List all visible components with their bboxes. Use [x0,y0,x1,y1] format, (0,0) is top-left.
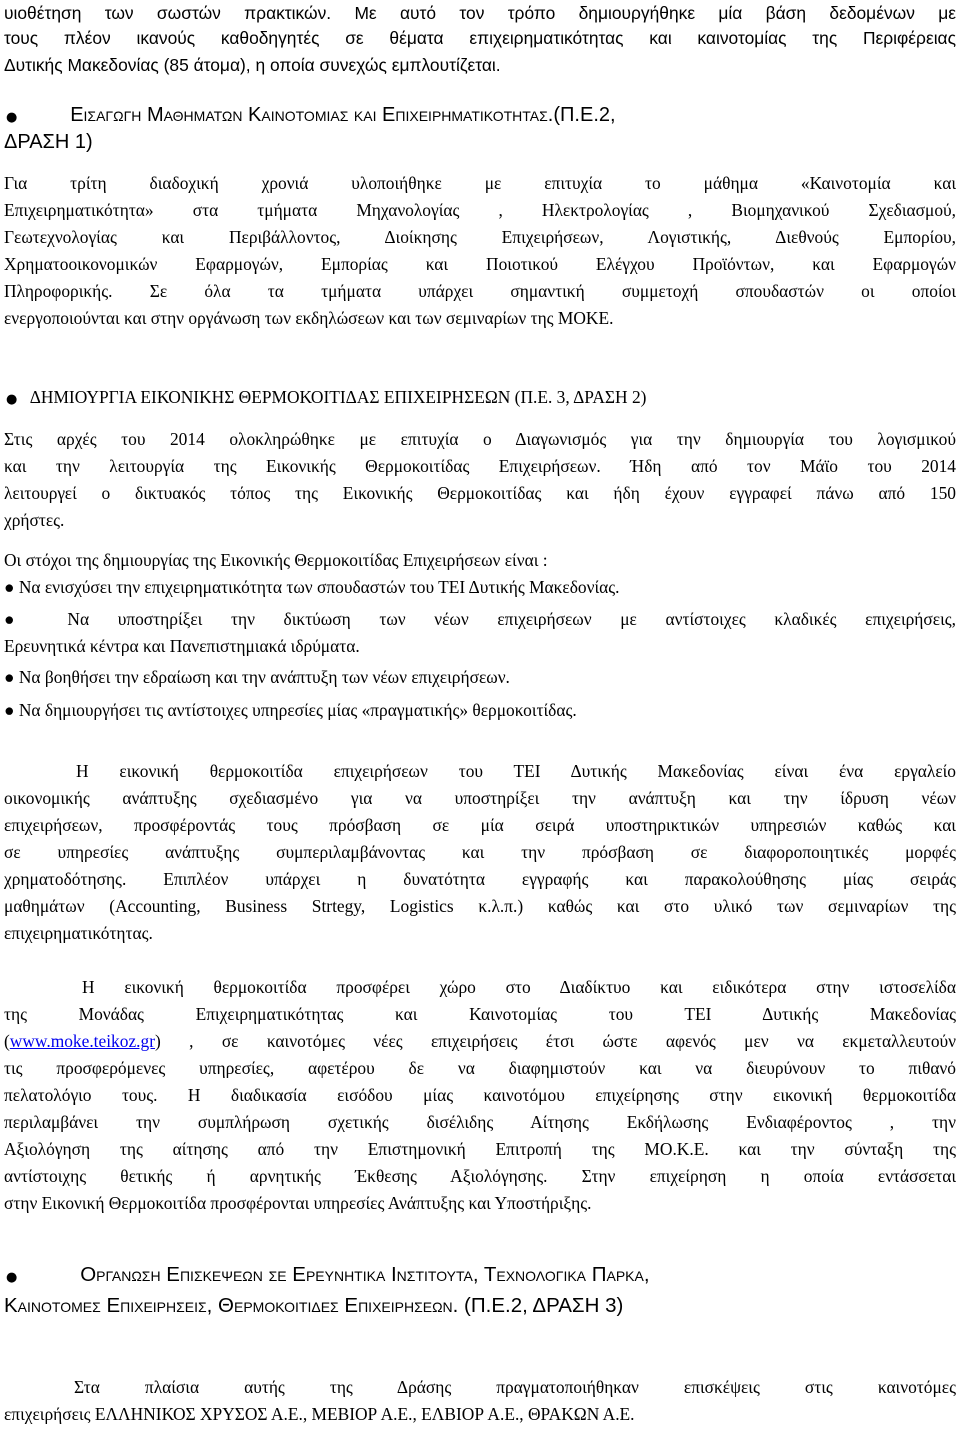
section2-p3-line-9: στην Εικονική Θερμοκοιτίδα προσφέρονται υπηρεσίες Ανάπτυξης και Υποστήριξης. [4,1193,592,1213]
goal-item-1: ● Να ενισχύσει την επιχειρηματικότητα των σπουδαστών του ΤΕΙ Δυτικής Μακεδονίας. [4,577,620,597]
goal-item-3: ● Να βοηθήσει την εδραίωση και την ανάπτυξη των νέων επιχειρήσεων. [4,667,510,687]
section3-line-1: Στα πλαίσια αυτής της Δράσης πραγματοποιήθηκαν επισκέψεις στις καινοτόμες [74,1377,956,1397]
section1-line-2: Επιχειρηματικότητα» στα τμήματα Μηχανολογίας , Ηλεκτρολογίας , Βιομηχανικού Σχεδιασμού, [4,200,956,220]
section3-title: Οργανωση Επισκεψεων σε Ερευνητικα Ινστιτουτα, Τεχνολογικα Παρκα, [80,1263,650,1286]
section1-heading [6,104,958,129]
open-paren: ( [4,1031,10,1051]
section2-p1-line-1: Στις αρχές του 2014 ολοκληρώθηκε με επιτυχία ο Διαγωνισμός για την δημιουργία του λογισμικού [4,429,956,449]
section1-title: Εισαγωγη Μαθηματων Καινοτομιασ και Επιχειρηματικοτητασ.(Π.Ε.2, [70,104,616,126]
section2-p3-line-8: αντίστοιχης θετικής ή αρνητικής Έκθεσης Αξιολόγησης. Στην επιχείρηση η οποία εντάσσεται [4,1166,956,1186]
section2-p1-line-4: χρήστες. [4,510,65,530]
section2-p3-line-4: τις προσφερόμενες υπηρεσίες, αφετέρου δε να διαφημιστούν και να διευρύνουν το πιθανό [4,1058,956,1078]
section2-p3-line-1: Η εικονική θερμοκοιτίδα προσφέρει χώρο στο Διαδίκτυο και ειδικότερα στην ιστοσελίδα [82,977,956,997]
section2-p2-line-6: μαθημάτων (Accounting, Business Strtegy, Logistics κ.λ.π.) καθώς και στο υλικό των σεμιναρίων της [4,896,956,916]
moke-website-link[interactable]: www.moke.teikoz.gr [9,1031,156,1051]
section2-p2-line-5: χρηματοδότησης. Επιπλέον υπάρχει η δυνατότητα εγγραφής και παρακολούθησης μίας σειράς [4,869,956,889]
section2-p2-line-4: σε υπηρεσίες ανάπτυξης συμπεριλαμβάνοντας και την πρόσβαση σε διαφοροποιητικές μορφές [4,842,956,862]
section1-line-3: Γεωτεχνολογίας και Περιβάλλοντος, Διοίκησης Επιχειρήσεων, Λογιστικής, Διεθνούς Εμπορίου, [4,227,956,247]
section2-p3-line-3 [4,1030,956,1052]
section2-p3-line-5: πελατολόγιο τους. Η διαδικασία εισόδου μίας καινοτόμου επιχείρησης στην εικονική θερμοκοιτίδα [4,1085,956,1105]
intro-line-3: Δυτικής Μακεδονίας (85 άτομα), η οποία συνεχώς εμπλουτίζεται. [4,55,501,75]
section1-title-cont: ΔΡΑΣΗ 1) [4,131,93,153]
section2-p2-line-7: επιχειρηματικότητας. [4,923,153,943]
bullet-icon: ● [6,392,18,407]
intro-line-2: τους πλέον ικανούς καθοδηγητές σε θέματα επιχειρηματικότητας και καινοτομίας της Περιφέρειας [4,28,956,48]
bullet-icon: ● [6,1270,18,1285]
section2-p2-line-2: οικονομικής ανάπτυξης σχεδιασμένο για να υποστηρίξει την ανάπτυξη και την ίδρυση νέων [4,788,956,808]
bullet-icon: ● [6,110,18,125]
section2-p3-line-6: περιλαμβάνει την συμπλήρωση σχετικής δισέλιδης Αίτησης Εκδήλωσης Ενδιαφέροντος , την [4,1112,956,1132]
section3-heading [6,1264,958,1289]
section1-line-5: Πληροφορικής. Σε όλα τα τμήματα υπάρχει σημαντική συμμετοχή σπουδαστών οι οποίοι [4,281,956,301]
section2-p3-line-3-rest: ) , σε καινοτόμες νέες επιχειρήσεις έτσι ώστε αφενός μεν να εκμεταλλευτούν [155,1031,956,1051]
section2-p3-line-2: της Μονάδας Επιχειρηματικότητας και Καινοτομίας του ΤΕΙ Δυτικής Μακεδονίας [4,1004,956,1024]
goal-item-2-cont: Ερευνητικά κέντρα και Πανεπιστημιακά ιδρύματα. [4,636,360,656]
section1-line-6: ενεργοποιούνται και στην οργάνωση των εκδηλώσεων και των σεμιναρίων της ΜΟΚΕ. [4,308,614,328]
section3-line-2: επιχειρήσεις ΕΛΛΗΝΙΚΟΣ ΧΡΥΣΟΣ Α.Ε., ΜΕΒΙΟΡ Α.Ε., ΕΛΒΙΟΡ Α.Ε., ΘΡΑΚΩΝ Α.Ε. [4,1404,635,1424]
section2-p3-line-7: Αξιολόγηση της αίτησης από την Επιστημονική Επιτροπή της ΜΟ.Κ.Ε. και την σύνταξη της [4,1139,956,1159]
section1-line-4: Χρηματοοικονομικών Εφαρμογών, Εμπορίας και Ποιοτικού Ελέγχου Προϊόντων, και Εφαρμογών [4,254,956,274]
section2-p2-line-3: επιχειρήσεων, προσφέροντάς τους πρόσβαση σε μία σειρά υποστηρικτικών υπηρεσιών καθώς και [4,815,956,835]
section3-title-cont: Καινοτομεσ Επιχειρησεισ, Θερμοκοιτιδεσ Επιχειρησεων. (Π.Ε.2, ΔΡΑΣΗ 3) [4,1294,624,1317]
goal-item-4: ● Να δημιουργήσει τις αντίστοιχες υπηρεσίες μίας «πραγματικής» θερμοκοιτίδας. [4,700,577,720]
intro-line-1: υιοθέτηση των σωστών πρακτικών. Με αυτό τον τρόπο δημιουργήθηκε μία βάση δεδομένων με [4,3,956,23]
goals-title: Οι στόχοι της δημιουργίας της Εικονικής Θερμοκοιτίδας Επιχειρήσεων είναι : [4,550,548,570]
section2-heading [6,386,958,411]
section2-p1-line-3: λειτουργεί ο δικτυακός τόπος της Εικονικής Θερμοκοιτίδας και ήδη έχουν εγγραφεί πάνω από 150 [4,483,956,503]
section1-line-1: Για τρίτη διαδοχική χρονιά υλοποιήθηκε με επιτυχία το μάθημα «Καινοτομία και [4,173,956,193]
section2-title: ΔΗΜΙΟΥΡΓΙΑ ΕΙΚΟΝΙΚΗΣ ΘΕΡΜΟΚΟΙΤΙΔΑΣ ΕΠΙΧΕΙΡΗΣΕΩΝ (Π.Ε. 3, ΔΡΑΣΗ 2) [29,387,647,407]
goal-item-2: ● Να υποστηρίξει την δικτύωση των νέων επιχειρήσεων με αντίστοιχες κλαδικές επιχειρήσεις, [4,609,956,629]
section2-p2-line-1: Η εικονική θερμοκοιτίδα επιχειρήσεων του ΤΕΙ Δυτικής Μακεδονίας είναι ένα εργαλείο [76,761,956,781]
section2-p1-line-2: και την λειτουργία της Εικονικής Θερμοκοιτίδας Επιχειρήσεων. Ήδη από τον Μάϊο του 2014 [4,456,956,476]
